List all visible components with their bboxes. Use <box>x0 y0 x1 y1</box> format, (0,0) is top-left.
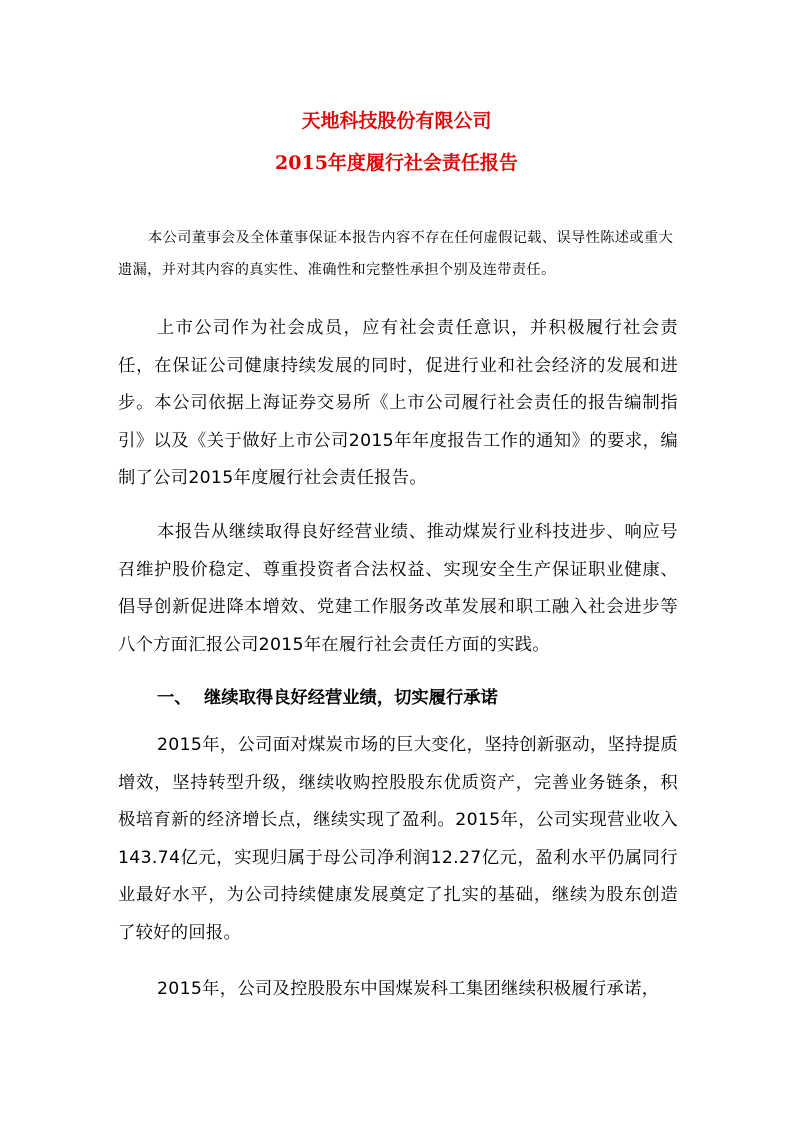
paragraph-intro: 上市公司作为社会成员，应有社会责任意识，并积极履行社会责任，在保证公司健康持续发展的同时，促进行业和社会经济的发展和进步。本公司依据上海证券交易所《上市公司履行社会责任的报告编制指引》以及《关于做好上市公司2015年年度报告工作的通知》的要求，编制了公司2015年度履行社会责任报告。 <box>118 318 678 488</box>
paragraph-commitments: 2015年，公司及控股股东中国煤炭科工集团继续积极履行承诺， <box>157 979 660 999</box>
section-heading-1 <box>157 683 498 708</box>
company-name: 天地科技股份有限公司 <box>301 110 492 132</box>
board-disclaimer: 本公司董事会及全体董事保证本报告内容不存在任何虚假记载、误导性陈述或重大遗漏，并对其内容的真实性、准确性和完整性承担个别及连带责任。 <box>118 230 674 278</box>
section-number: 一、 <box>157 688 192 708</box>
section-title: 继续取得良好经营业绩，切实履行承诺 <box>204 688 498 708</box>
paragraph-overview: 本报告从继续取得良好经营业绩、推动煤炭行业科技进步、响应号召维护股价稳定、尊重投资者合法权益、实现安全生产保证职业健康、倡导创新促进降本增效、党建工作服务改革发展和职工融入社会进步等八个方面汇报公司2015年在履行社会责任方面的实践。 <box>118 522 678 655</box>
paragraph-performance: 2015年，公司面对煤炭市场的巨大变化，坚持创新驱动，坚持提质增效，坚持转型升级，继续收购控股股东优质资产，完善业务链条，积极培育新的经济增长点，继续实现了盈利。2015年，公司实现营业收入143.74亿元，实现归属于母公司净利润12.27亿元，盈利水平仍属同行业最好水平，为公司持续健康发展奠定了扎实的基础，继续为股东创造了较好的回报。 <box>118 735 678 943</box>
report-title: 2015年度履行社会责任报告 <box>275 152 518 174</box>
